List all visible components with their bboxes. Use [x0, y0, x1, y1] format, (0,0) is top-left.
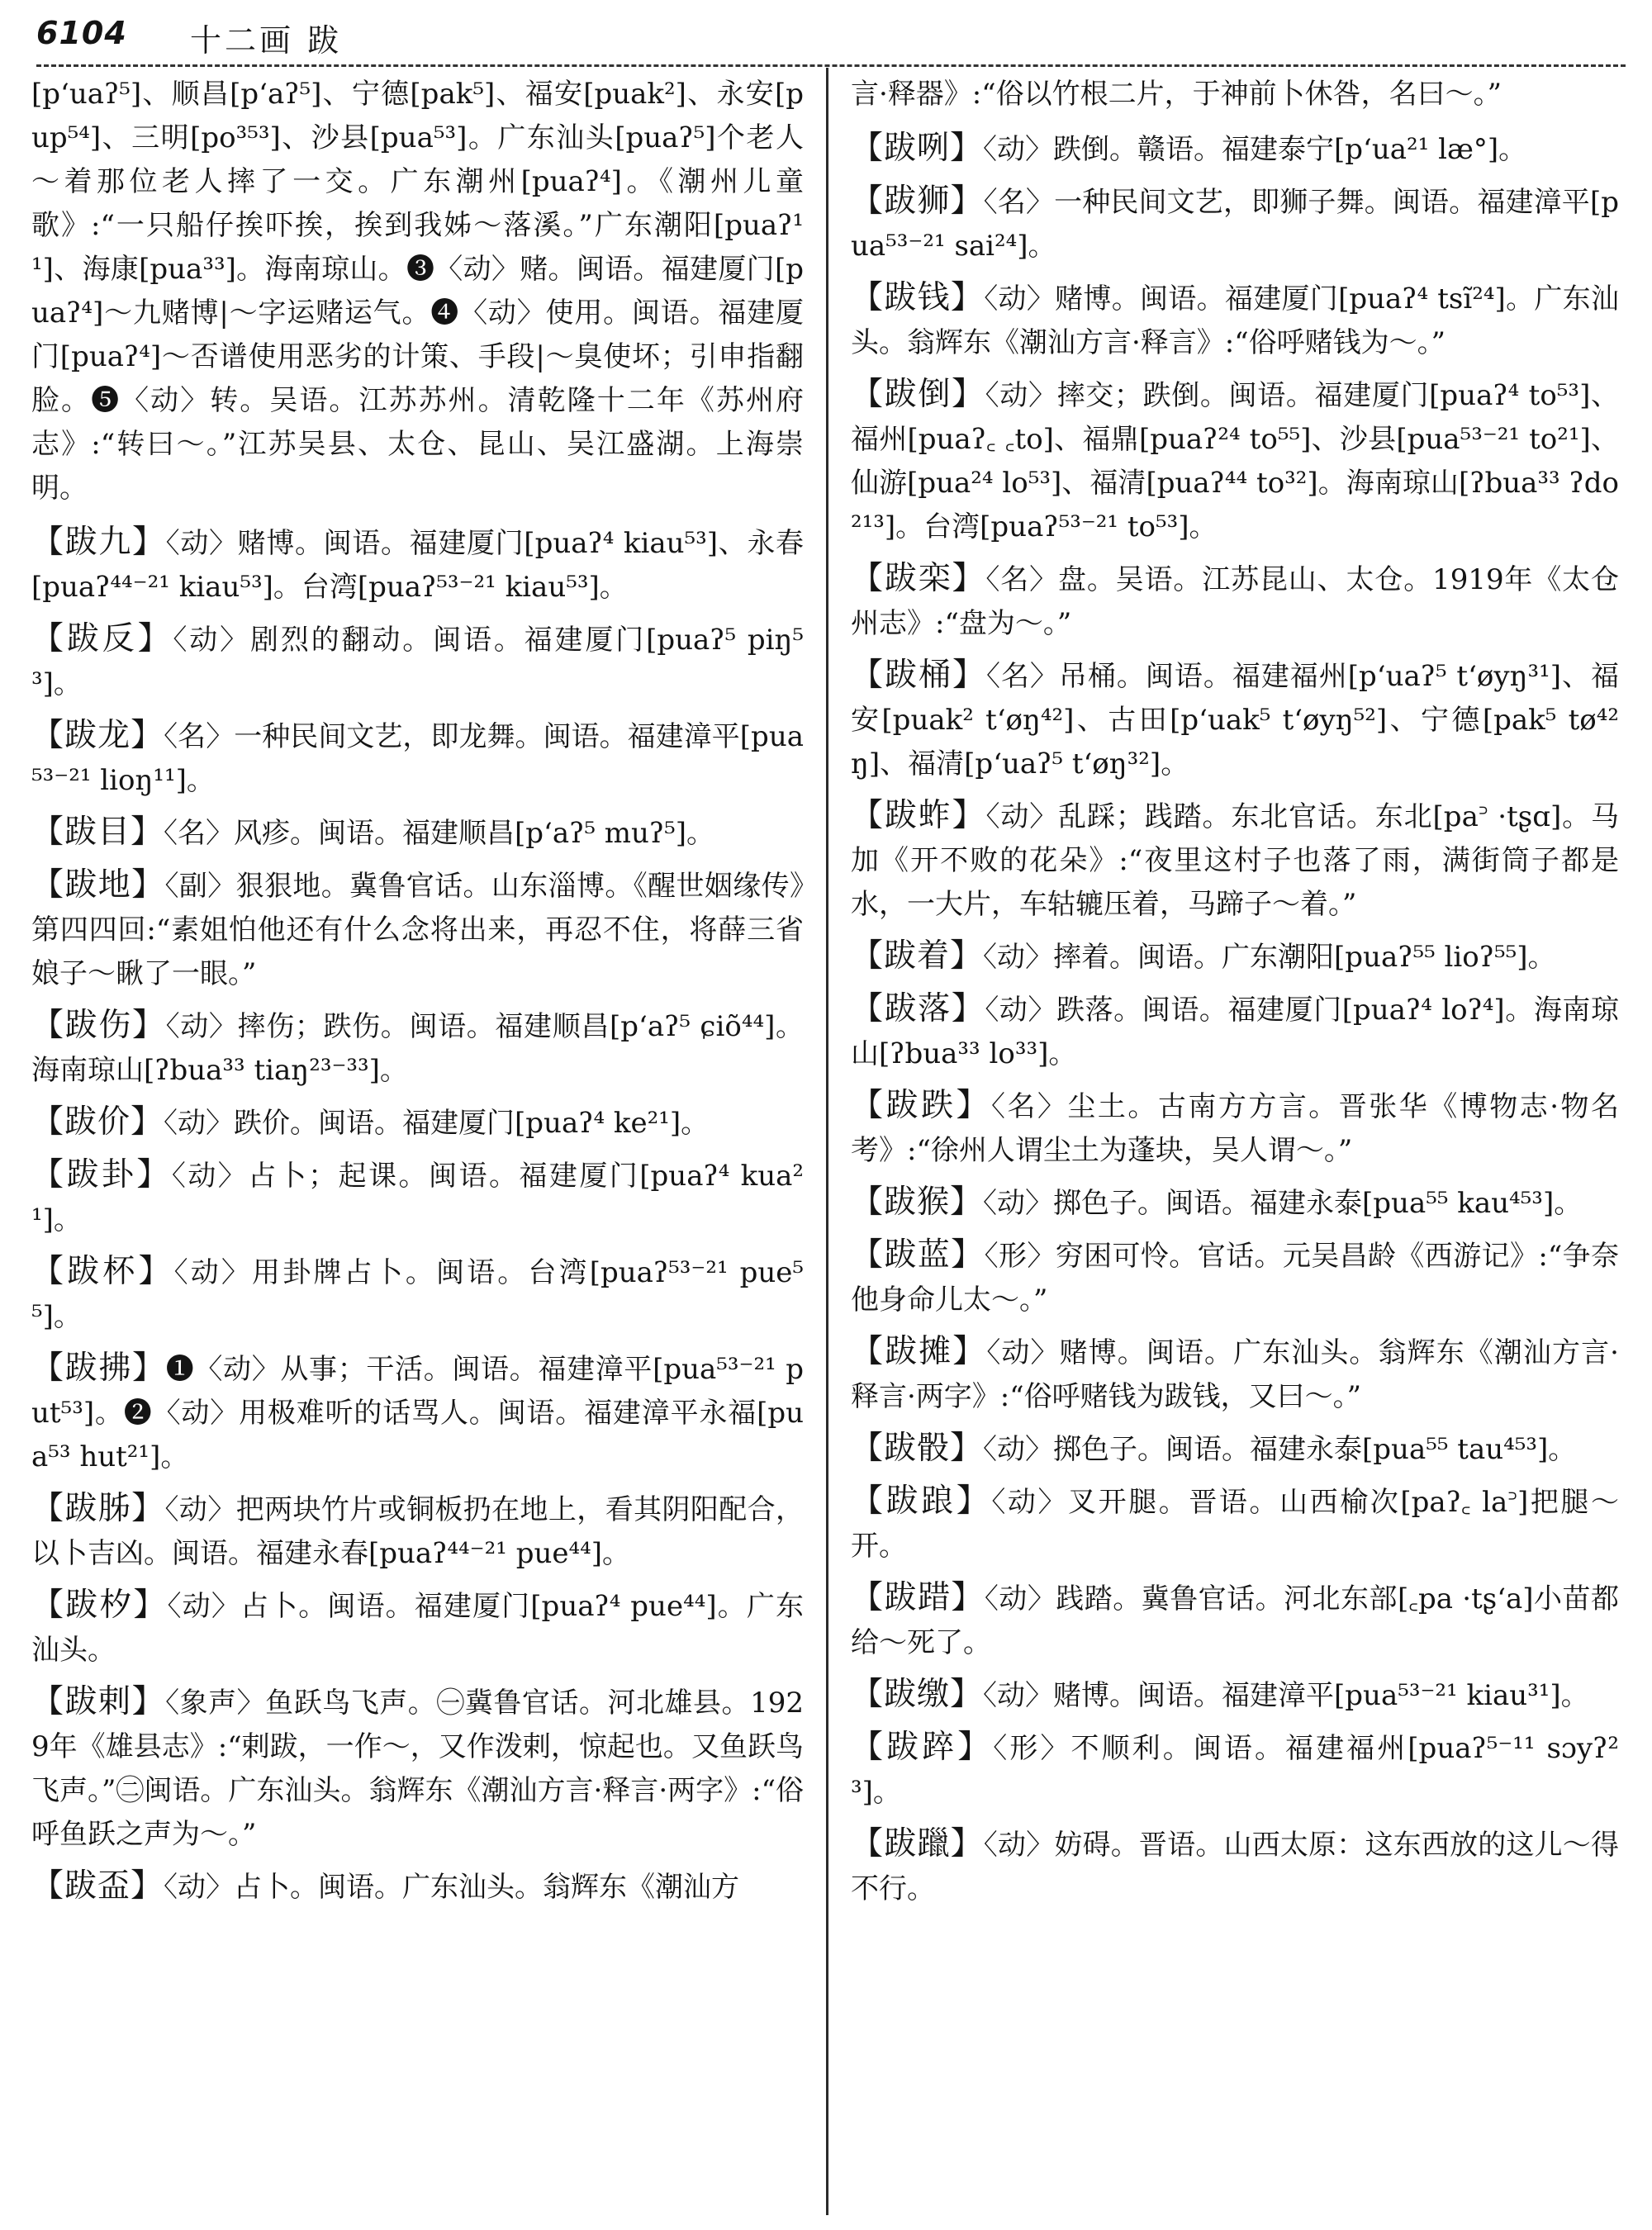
entry-headword: 【跋蚱】: [851, 797, 986, 834]
entry-text: 〈动〉跌倒。赣语。福建泰宁[pʻua²¹ læ°]。: [983, 133, 1527, 166]
entry-text: 〈动〉占卜。闽语。广东汕头。翁辉东《潮汕方: [164, 1871, 740, 1904]
dictionary-entry: [31, 1250, 804, 1339]
entry-headword: 【跋目】: [31, 814, 164, 851]
entry-text: 〈动〉跌落。闽语。福建厦门[puaʔ⁴ loʔ⁴]。海南琼山[ʔbua³³ lo³³]。: [851, 994, 1619, 1070]
entry-text: 〈动〉赌博。闽语。福建漳平[pua⁵³⁻²¹ kiau³¹]。: [983, 1679, 1589, 1712]
entry-text: 〈动〉掷色子。闽语。福建永泰[pua⁵⁵ tau⁴⁵³]。: [983, 1433, 1577, 1466]
dictionary-entry: [31, 1004, 804, 1093]
entry-text: 〈名〉风疹。闽语。福建顺昌[pʻaʔ⁵ muʔ⁵]。: [164, 817, 715, 850]
dictionary-entry: [851, 653, 1619, 786]
entry-headword: 【跋踖】: [851, 1579, 985, 1616]
entry-text: 〈形〉不顺利。闽语。福建福州[puaʔ⁵⁻¹¹ sɔyʔ²³]。: [851, 1732, 1619, 1809]
entry-headword: 【跋缴】: [851, 1676, 984, 1713]
entry-text: 〈动〉跌价。闽语。福建厦门[puaʔ⁴ ke²¹]。: [164, 1107, 710, 1140]
dictionary-entry: [851, 372, 1619, 549]
entry-headword: 【跋价】: [31, 1103, 164, 1141]
entry-text: 〈名〉吊桶。闽语。福建福州[pʻuaʔ⁵ tʻøyŋ³¹]、福安[puak² tʻøŋ⁴²]、古田[pʻuak⁵ tʻøyŋ⁵²]、宁德[pak⁵ tø⁴²ŋ]、福清[pʻuaʔ⁵ tʻøŋ³²]。: [851, 660, 1619, 780]
entry-headword: 【跋胏】: [31, 1490, 165, 1527]
entry-text: 言·释器》:“俗以竹根二片，于神前卜休咎，名曰～。”: [851, 78, 1502, 111]
section-title: 十二画 跋: [190, 22, 343, 59]
entry-headword: 【跋咧】: [851, 130, 984, 167]
entry-headword: 【跋伤】: [31, 1007, 166, 1044]
entry-headword: 【跋钱】: [851, 279, 985, 316]
dictionary-entry: [851, 1330, 1619, 1419]
right-column: [851, 73, 1619, 2212]
entry-headword: 【跋躐】: [851, 1825, 984, 1862]
entry-text: 〈名〉尘土。古南方方言。晋张华《博物志·物名考》:“徐州人谓尘土为蓬块，吴人谓～。”: [851, 1090, 1619, 1167]
dictionary-entry: [31, 863, 804, 996]
entry-headword: 【跋卦】: [31, 1156, 172, 1193]
dictionary-entry: [851, 126, 1619, 172]
entry-headword: 【跋蓝】: [851, 1236, 985, 1274]
entry-text: 〈动〉用卦牌占卜。闽语。台湾[puaʔ⁵³⁻²¹ pue⁵⁵]。: [31, 1256, 804, 1333]
dictionary-entry: [851, 179, 1619, 268]
dictionary-entry: [851, 1822, 1619, 1911]
entry-headword: 【跋地】: [31, 866, 165, 904]
dictionary-entry: [31, 810, 804, 856]
entry-text: 〈动〉践踏。冀鲁官话。河北东部[꜀pa ·tʂʻa]小苗都给～死了。: [851, 1582, 1619, 1659]
column-divider: [826, 68, 828, 2215]
entry-text: 〈动〉摔着。闽语。广东潮阳[puaʔ⁵⁵ lioʔ⁵⁵]。: [983, 941, 1556, 974]
entry-headword: 【跋着】: [851, 937, 984, 975]
entry-headword: 【跋反】: [31, 620, 173, 657]
entry-headword: 【跋跌】: [851, 1087, 991, 1124]
dictionary-entry: [31, 1864, 804, 1910]
entry-text: 〈象声〉鱼跃鸟飞声。㊀冀鲁官话。河北雄县。1929年《雄县志》:“剌跋，一作～，又作泼剌，惊起也。又鱼跃鸟飞声。”㊁闽语。广东汕头。翁辉东《潮汕方言·释言·两字》:“俗呼鱼跃之声为～。”: [31, 1687, 804, 1851]
entry-text: 〈动〉妨碍。晋语。山西太原：这东西放的这儿～得不行。: [851, 1829, 1619, 1905]
entry-continuation: [851, 73, 1619, 116]
entry-text: 〈动〉乱踩；践踏。东北官话。东北[pa꜄ ·tʂɑ]。马加《开不败的花朵》:“夜里这村子也落了雨，满街筒子都是水，一大片，车轱辘压着，马蹄子～着。”: [851, 800, 1619, 921]
dictionary-entry: [851, 1479, 1619, 1568]
dictionary-entry: [31, 1346, 804, 1479]
entry-text: 〈名〉一种民间文艺，即狮子舞。闽语。福建漳平[pua⁵³⁻²¹ sai²⁴]。: [851, 186, 1619, 263]
dictionary-entry: [851, 934, 1619, 980]
dictionary-entry: [851, 794, 1619, 927]
entry-text: 〈动〉剧烈的翻动。闽语。福建厦门[puaʔ⁵ piŋ⁵³]。: [31, 624, 804, 700]
dictionary-entry: [31, 617, 804, 706]
entry-headword: 【跋龙】: [31, 717, 164, 754]
entry-headword: 【跋倒】: [851, 376, 985, 413]
entry-text: 〈名〉盘。吴语。江苏昆山、太仓。1919年《太仓州志》:“盘为～。”: [851, 563, 1619, 640]
entry-text: 〈动〉摔伤；跌伤。闽语。福建顺昌[pʻaʔ⁵ ɕiõ⁴⁴]。海南琼山[ʔbua³³ tiaŋ²³⁻³³]。: [31, 1010, 804, 1087]
dictionary-entry: [31, 1583, 804, 1672]
entry-headword: 【跋摊】: [851, 1333, 987, 1370]
dictionary-entry: [31, 1100, 804, 1146]
entry-text: 〈动〉掷色子。闽语。福建永泰[pua⁵⁵ kau⁴⁵³]。: [983, 1187, 1583, 1220]
header-rule: [36, 64, 1626, 67]
entry-continuation: [31, 73, 804, 510]
entry-headword: 【跋猴】: [851, 1184, 984, 1221]
dictionary-entry: [851, 1725, 1619, 1815]
dictionary-entry: [851, 1672, 1619, 1718]
entry-headword: 【跋杯】: [31, 1253, 174, 1290]
dictionary-entry: [31, 1153, 804, 1242]
entry-text: 〈动〉赌博。闽语。广东汕头。翁辉东《潮汕方言·释言·两字》:“俗呼赌钱为跋钱，又曰～。”: [851, 1336, 1619, 1413]
entry-text: 〈动〉占卜；起课。闽语。福建厦门[puaʔ⁴ kua²¹]。: [31, 1160, 804, 1236]
entry-headword: 【跋落】: [851, 990, 985, 1027]
entry-headword: 【跋拂】: [31, 1350, 166, 1387]
entry-headword: 【跋踤】: [851, 1729, 994, 1766]
dictionary-entry: [851, 987, 1619, 1076]
entry-text: 〈动〉叉开腿。晋语。山西榆次[paʔ꜀ la꜄]把腿～开。: [851, 1486, 1619, 1563]
dictionary-entry: [31, 1680, 804, 1857]
entry-headword: 【跋狮】: [851, 183, 984, 220]
entry-text: ❶〈动〉从事；干活。闽语。福建漳平[pua⁵³⁻²¹ put⁵³]。❷〈动〉用极难听的话骂人。闽语。福建漳平永福[pua⁵³ hut²¹]。: [31, 1353, 804, 1473]
entry-headword: 【跋剌】: [31, 1683, 166, 1720]
entry-headword: 【跋踉】: [851, 1483, 992, 1520]
dictionary-entry: [31, 1487, 804, 1576]
entry-text: 〈名〉一种民间文艺，即龙舞。闽语。福建漳平[pua⁵³⁻²¹ lioŋ¹¹]。: [31, 720, 804, 797]
left-column: [31, 73, 804, 2212]
dictionary-entry: [851, 557, 1619, 646]
dictionary-entry: [31, 520, 804, 610]
dictionary-entry: [851, 1084, 1619, 1173]
page-header: [36, 12, 1622, 61]
dictionary-entry: [31, 714, 804, 803]
entry-text: 〈动〉摔交；跌倒。闽语。福建厦门[puaʔ⁴ to⁵³]、福州[puaʔ꜀ ꜀to]、福鼎[puaʔ²⁴ to⁵⁵]、沙县[pua⁵³⁻²¹ to²¹]、仙游[pua²⁴ lo⁵³]、福清[puaʔ⁴⁴ to³²]。海南琼山[ʔbua³³ ʔdo²¹³]。台湾[puaʔ⁵³⁻²¹ to⁵³]。: [851, 379, 1619, 543]
entry-text: [pʻuaʔ⁵]、顺昌[pʻaʔ⁵]、宁德[pak⁵]、福安[puak²]、永安[pup⁵⁴]、三明[po³⁵³]、沙县[pua⁵³]。广东汕头[puaʔ⁵]个老人～着那位老人摔了一交。广东潮州[puaʔ⁴]。《潮州儿童歌》:“一只船仔挨吓挨，挨到我姊～落溪。”广东潮阳[puaʔ¹¹]、海康[pua³³]。海南琼山。❸〈动〉赌。闽语。福建厦门[puaʔ⁴]～九赌博|～字运赌运气。❹〈动〉使用。闽语。福建厦门[puaʔ⁴]～否谱使用恶劣的计策、手段|～臭使坏；引申指翻脸。❺〈动〉转。吴语。江苏苏州。清乾隆十二年《苏州府志》:“转曰～。”江苏吴县、太仓、昆山、吴江盛湖。上海崇明。: [31, 78, 804, 505]
entry-text: 〈动〉占卜。闽语。福建厦门[puaʔ⁴ pue⁴⁴]。广东汕头。: [31, 1590, 804, 1667]
entry-text: 〈动〉把两块竹片或铜板扔在地上，看其阴阳配合，以卜吉凶。闽语。福建永春[puaʔ⁴⁴⁻²¹ pue⁴⁴]。: [31, 1493, 804, 1570]
dictionary-entry: [851, 276, 1619, 365]
entry-headword: 【跋𣏐】: [31, 1587, 168, 1624]
entry-text: 〈动〉赌博。闽语。福建厦门[puaʔ⁴ kiau⁵³]、永春[puaʔ⁴⁴⁻²¹ kiau⁵³]。台湾[puaʔ⁵³⁻²¹ kiau⁵³]。: [31, 527, 804, 604]
entry-text: 〈动〉赌博。闽语。福建厦门[puaʔ⁴ tsĩ²⁴]。广东汕头。翁辉东《潮汕方言·释言》:“俗呼赌钱为～。”: [851, 282, 1619, 359]
entry-headword: 【跋九】: [31, 524, 166, 561]
entry-headword: 【跋盃】: [31, 1867, 164, 1905]
dictionary-entry: [851, 1576, 1619, 1665]
dictionary-entry: [851, 1233, 1619, 1322]
entry-headword: 【跋栾】: [851, 560, 986, 597]
dictionary-entry: [851, 1180, 1619, 1226]
dictionary-entry: [851, 1426, 1619, 1472]
entry-headword: 【跋桶】: [851, 657, 986, 694]
entry-text: 〈形〉穷困可怜。官话。元吴昌龄《西游记》:“争奈他身命儿太～。”: [851, 1240, 1619, 1317]
entry-text: 〈副〉狠狠地。冀鲁官话。山东淄博。《醒世姻缘传》第四四回:“素姐怕他还有什么念将出来，再忍不住，将薛三省娘子～瞅了一眼。”: [31, 870, 804, 990]
page-number: 6104: [36, 15, 127, 51]
entry-headword: 【跋骰】: [851, 1430, 984, 1467]
